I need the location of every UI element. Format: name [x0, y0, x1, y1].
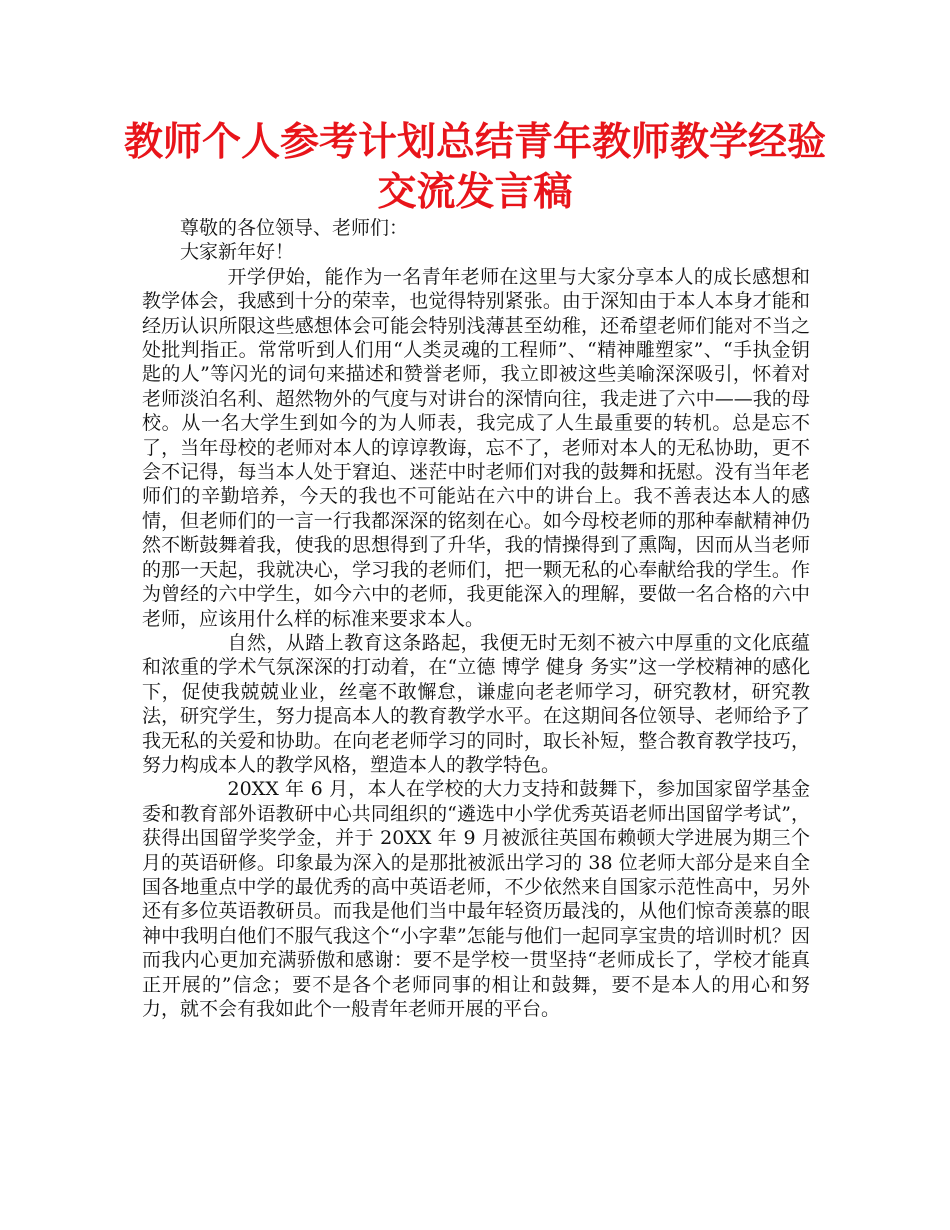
paragraph: 开学伊始，能作为一名青年老师在这里与大家分享本人的成长感想和教学体会，我感到十分的荣幸，也觉得特别紧张。由于深知由于本人本身才能和经历认识所限这些感想体会可能会特别浅薄甚至幼稚，还希望老师们能对不当之处批判指正。常常听到人们用“人类灵魂的工程师”、“精神雕塑家”、“手执金钥匙的人”等闪光的词句来描述和赞誉老师，我立即被这些美喻深深吸引，怀着对老师淡泊名利、超然物外的气度与对讲台的深情向往，我走进了六中——我的母校。从一名大学生到如今的为人师表，我完成了人生最重要的转机。总是忘不了，当年母校的老师对本人的谆谆教诲，忘不了，老师对本人的无私协助，更不会不记得，每当本人处于窘迫、迷茫中时老师们对我的鼓舞和抚慰。没有当年老师们的辛勤培养，今天的我也不可能站在六中的讲台上。我不善表达本人的感情，但老师们的一言一行我都深深的铭刻在心。如今母校老师的那种奉献精神仍然不断鼓舞着我，使我的思想得到了升华，我的情操得到了熏陶，因而从当老师的那一天起，我就决心，学习我的老师们，把一颗无私的心奉献给我的学生。作为曾经的六中学生，如今六中的老师，我更能深入的理解，要做一名合格的六中老师，应该用什么样的标准来要求本人。 — [142, 265, 810, 630]
greeting: 大家新年好！ — [180, 241, 295, 264]
document-body — [142, 216, 810, 1021]
paragraph: 自然，从踏上教育这条路起，我便无时无刻不被六中厚重的文化底蕴和浓重的学术气氛深深的打动着，在“立德 博学 健身 务实”这一学校精神的感化下，促使我兢兢业业，丝毫不敢懈怠，谦虚向老老师学习，研究教材，研究教法，研究学生，努力提高本人的教育教学水平。在这期间各位领导、老师给予了我无私的关爱和协助。在向老老师学习的同时，取长补短，整合教育教学技巧，努力构成本人的教学风格，塑造本人的教学特色。 — [142, 631, 810, 776]
document-title: 教师个人参考计划总结青年教师教学经验交流发言稿 — [123, 120, 826, 215]
paragraph: 20XX 年 6 月，本人在学校的大力支持和鼓舞下，参加国家留学基金委和教育部外语教研中心共同组织的“遴选中小学优秀英语老师出国留学考试”，获得出国留学奖学金，并于 20XX 年 9 月被派往英国布赖顿大学进展为期三个月的英语研修。印象最为深入的是那批被派出学习的 38 位老师大部分是来自全国各地重点中学的最优秀的高中英语老师，不少依然来自国家示范性高中，另外还有多位英语教研员。而我是他们当中最年轻资历最浅的，从他们惊奇羡慕的眼神中我明白他们不服气我这个“小字辈”怎能与他们一起同享宝贵的培训时机？因而我内心更加充满骄傲和感谢：要不是学校一贯坚持“老师成长了，学校才能真正开展的”信念；要不是各个老师同事的相让和鼓舞，要不是本人的用心和努力，就不会有我如此个一般青年老师开展的平台。 — [142, 778, 810, 1020]
salutation: 尊敬的各位领导、老师们： — [180, 217, 409, 239]
